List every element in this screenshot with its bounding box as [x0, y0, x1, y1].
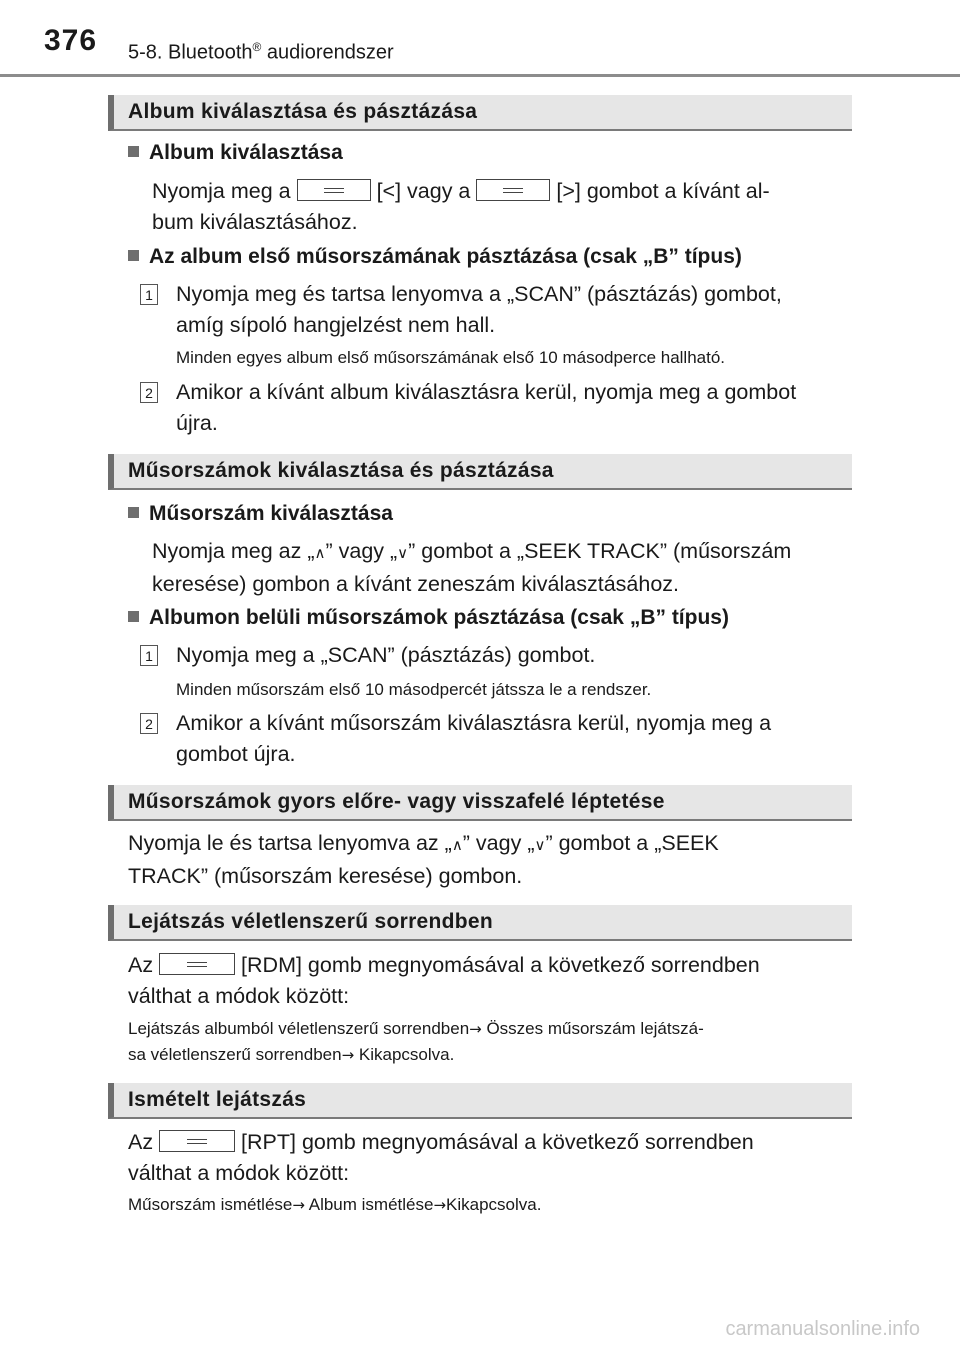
up-caret-icon: ∧ — [451, 836, 463, 854]
paragraph-step — [176, 708, 846, 770]
text-run: bum kiválasztásához. — [152, 210, 358, 234]
down-caret-icon: ∨ — [397, 544, 409, 562]
subheading-album-select — [128, 141, 343, 165]
section-heading-album: Album kiválasztása és pásztázása — [108, 95, 852, 131]
section-heading-random: Lejátszás véletlenszerű sorrendben — [108, 905, 852, 941]
text-run: ” vagy „ — [325, 539, 398, 563]
text-run: Az — [128, 953, 160, 977]
step-number-box: 1 — [140, 645, 158, 666]
button-symbol-icon — [159, 953, 235, 975]
up-caret-icon: ∧ — [314, 544, 326, 562]
text-run: [<] vagy a — [370, 179, 477, 203]
text-run: Nyomja meg és tartsa lenyomva a „SCAN” (pásztázás) gombot, — [176, 282, 782, 306]
text-run: Nyomja meg a — [152, 179, 297, 203]
paragraph-track-select — [152, 536, 846, 600]
section-heading-tracks: Műsorszámok kiválasztása és pásztázása — [108, 454, 852, 490]
paragraph-album-select — [152, 176, 846, 238]
step-number-box: 2 — [140, 382, 158, 403]
paragraph-step — [176, 377, 846, 439]
text-run: ” vagy „ — [462, 831, 535, 855]
subheading-text: Album kiválasztása — [149, 141, 343, 164]
text-run: [>] gombot a kívánt al- — [550, 179, 770, 203]
text-run: ” gombot a „SEEK TRACK” (műsorszám — [408, 539, 792, 563]
subheading-track-scan — [128, 606, 729, 630]
running-head-text: 5-8. Bluetooth — [128, 41, 253, 64]
text-run: TRACK” (műsorszám keresése) gombon. — [128, 864, 523, 888]
text-run: amíg sípoló hangjelzést nem hall. — [176, 313, 496, 337]
subheading-text: Albumon belüli műsorszámok pásztázása (csak „B” típus) — [149, 606, 729, 629]
text-run: válthat a módok között: — [128, 984, 350, 1008]
subheading-text: Az album első műsorszámának pásztázása (csak „B” típus) — [149, 245, 742, 268]
text-run: sa véletlenszerű sorrendben — [128, 1045, 342, 1064]
text-run: keresése) gombon a kívánt zeneszám kiválasztásához. — [152, 572, 680, 596]
text-run: Kikapcsolva. — [446, 1195, 542, 1214]
text-run: Lejátszás albumból véletlenszerű sorrendben — [128, 1019, 470, 1038]
section-heading-fast-seek: Műsorszámok gyors előre- vagy visszafelé léptetése — [108, 785, 852, 821]
text-run: Album ismétlése — [304, 1195, 434, 1214]
paragraph-step — [176, 279, 846, 341]
paragraph-random — [128, 950, 846, 1012]
text-run: [RPT] gomb megnyomásával a következő sorrendben — [235, 1130, 754, 1154]
button-symbol-icon — [159, 1130, 235, 1152]
text-run: Műsorszám ismétlése — [128, 1195, 293, 1214]
bullet-square-icon — [128, 250, 139, 261]
registered-mark: ® — [252, 40, 262, 54]
arrow-right-icon: → — [433, 1196, 447, 1214]
paragraph-repeat — [128, 1127, 846, 1189]
text-run: Kikapcsolva. — [354, 1045, 455, 1064]
text-run: gombot újra. — [176, 742, 296, 766]
subheading-text: Műsorszám kiválasztása — [149, 502, 393, 525]
note-random — [128, 1016, 846, 1068]
subheading-album-scan — [128, 245, 742, 269]
text-run: Amikor a kívánt album kiválasztásra kerül, nyomja meg a gombot — [176, 380, 797, 404]
button-symbol-icon — [476, 179, 550, 201]
text-run: ” gombot a „SEEK — [545, 831, 719, 855]
text-run: Nyomja le és tartsa lenyomva az „ — [128, 831, 452, 855]
text-run: Összes műsorszám lejátszá- — [481, 1019, 704, 1038]
text-run: válthat a módok között: — [128, 1161, 350, 1185]
text-run: újra. — [176, 411, 218, 435]
arrow-right-icon: → — [341, 1046, 355, 1064]
button-symbol-icon — [297, 179, 371, 201]
bullet-square-icon — [128, 611, 139, 622]
text-run: [RDM] gomb megnyomásával a következő sorrendben — [235, 953, 760, 977]
bullet-square-icon — [128, 146, 139, 157]
watermark: carmanualsonline.info — [725, 1318, 920, 1340]
step-number-box: 1 — [140, 284, 158, 305]
running-head-suffix: audiorendszer — [261, 41, 394, 64]
down-caret-icon: ∨ — [534, 836, 546, 854]
subheading-track-select — [128, 502, 393, 526]
bullet-square-icon — [128, 507, 139, 518]
running-head — [128, 40, 394, 65]
page-number: 376 — [44, 24, 98, 57]
paragraph-step: Nyomja meg a „SCAN” (pásztázás) gombot. — [176, 643, 596, 667]
note-text: Minden egyes album első műsorszámának első 10 másodperce hallható. — [176, 348, 726, 367]
note-text: Minden műsorszám első 10 másodpercét játssza le a rendszer. — [176, 680, 652, 699]
step-number-box: 2 — [140, 713, 158, 734]
note-repeat — [128, 1192, 846, 1218]
text-run: Nyomja meg az „ — [152, 539, 315, 563]
header-rule — [0, 74, 960, 77]
arrow-right-icon: → — [292, 1196, 305, 1214]
text-run: Amikor a kívánt műsorszám kiválasztásra kerül, nyomja meg a — [176, 711, 772, 735]
paragraph-fast-seek — [128, 828, 846, 892]
section-heading-repeat: Ismételt lejátszás — [108, 1083, 852, 1119]
text-run: Az — [128, 1130, 160, 1154]
arrow-right-icon: → — [469, 1020, 482, 1038]
